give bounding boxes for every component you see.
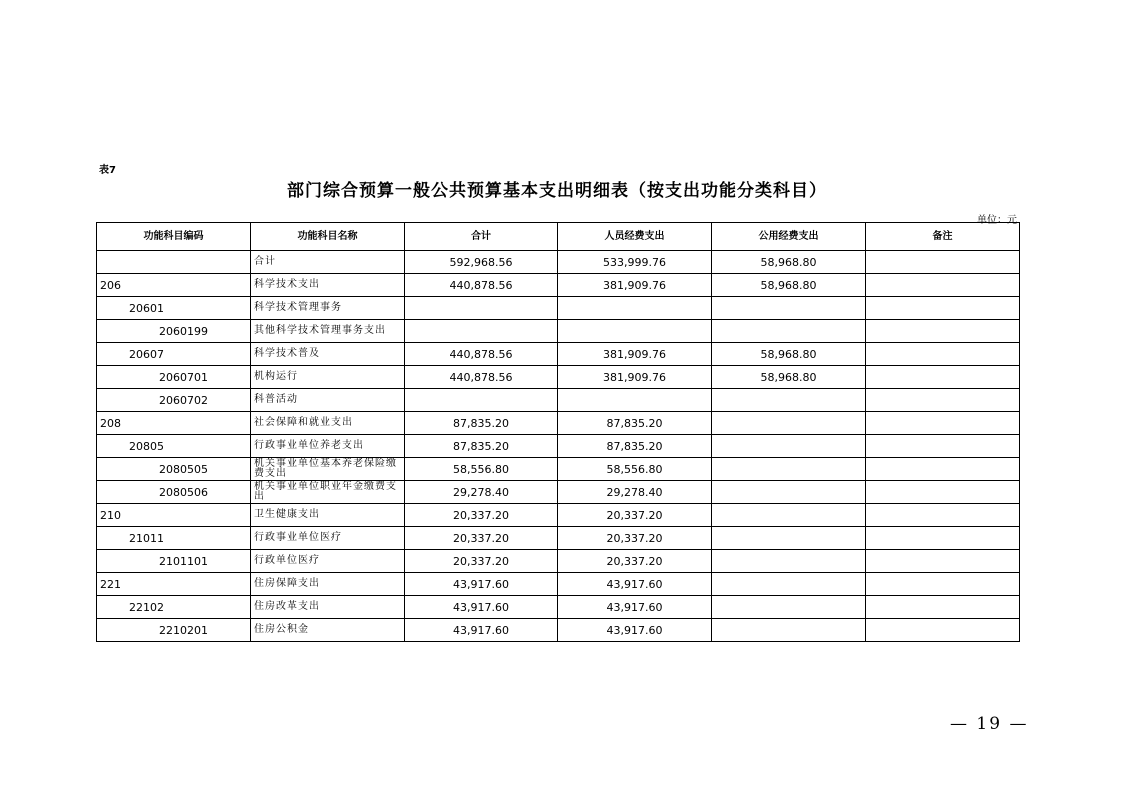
cell-public-expenditure: [712, 435, 866, 458]
cell-public-expenditure: [712, 458, 866, 481]
cell-function-code: 20601: [97, 297, 251, 320]
cell-total: 440,878.56: [405, 343, 558, 366]
table-row: [97, 366, 1020, 389]
cell-function-code: 21011: [97, 527, 251, 550]
cell-personnel-expenditure: [558, 320, 712, 343]
cell-personnel-expenditure: 381,909.76: [558, 366, 712, 389]
cell-public-expenditure: [712, 412, 866, 435]
cell-function-code: 20805: [97, 435, 251, 458]
table-row: [97, 274, 1020, 297]
header-public-expenditure: 公用经费支出: [712, 223, 866, 251]
cell-personnel-expenditure: 87,835.20: [558, 412, 712, 435]
cell-remarks: [866, 435, 1020, 458]
cell-total: 592,968.56: [405, 251, 558, 274]
cell-total: 43,917.60: [405, 596, 558, 619]
cell-personnel-expenditure: 20,337.20: [558, 504, 712, 527]
budget-detail-table: [96, 222, 1020, 642]
header-personnel-expenditure: 人员经费支出: [558, 223, 712, 251]
cell-function-name: 行政事业单位医疗: [251, 527, 405, 550]
cell-public-expenditure: [712, 596, 866, 619]
cell-public-expenditure: [712, 504, 866, 527]
cell-function-name: 科学技术支出: [251, 274, 405, 297]
table-row: [97, 389, 1020, 412]
cell-remarks: [866, 550, 1020, 573]
table-number-label: 表7: [99, 165, 116, 176]
cell-public-expenditure: [712, 619, 866, 642]
cell-function-code: 2101101: [97, 550, 251, 573]
cell-total: 87,835.20: [405, 412, 558, 435]
table-row: [97, 504, 1020, 527]
table-row: [97, 251, 1020, 274]
header-function-code: 功能科目编码: [97, 223, 251, 251]
cell-remarks: [866, 389, 1020, 412]
cell-remarks: [866, 619, 1020, 642]
cell-remarks: [866, 320, 1020, 343]
cell-remarks: [866, 274, 1020, 297]
cell-function-code: 210: [97, 504, 251, 527]
cell-remarks: [866, 412, 1020, 435]
cell-public-expenditure: [712, 573, 866, 596]
cell-function-code: 2080505: [97, 458, 251, 481]
cell-total: 43,917.60: [405, 619, 558, 642]
header-function-name: 功能科目名称: [251, 223, 405, 251]
page-title: 部门综合预算一般公共预算基本支出明细表（按支出功能分类科目）: [287, 181, 827, 201]
cell-public-expenditure: [712, 320, 866, 343]
header-total: 合计: [405, 223, 558, 251]
cell-function-name: 科学技术普及: [251, 343, 405, 366]
cell-public-expenditure: 58,968.80: [712, 366, 866, 389]
cell-total: 58,556.80: [405, 458, 558, 481]
cell-total: 87,835.20: [405, 435, 558, 458]
cell-remarks: [866, 573, 1020, 596]
cell-personnel-expenditure: 58,556.80: [558, 458, 712, 481]
cell-total: [405, 320, 558, 343]
cell-function-name: 科学技术管理事务: [251, 297, 405, 320]
cell-public-expenditure: 58,968.80: [712, 343, 866, 366]
cell-remarks: [866, 481, 1020, 504]
unit-label: 单位：元: [977, 215, 1017, 226]
table-header-row: [97, 223, 1020, 251]
cell-personnel-expenditure: 381,909.76: [558, 343, 712, 366]
cell-personnel-expenditure: 20,337.20: [558, 527, 712, 550]
cell-total: 440,878.56: [405, 274, 558, 297]
cell-function-code: 2060702: [97, 389, 251, 412]
table-row: [97, 619, 1020, 642]
table-row: [97, 458, 1020, 481]
cell-personnel-expenditure: 29,278.40: [558, 481, 712, 504]
cell-function-name: 社会保障和就业支出: [251, 412, 405, 435]
cell-public-expenditure: [712, 527, 866, 550]
cell-public-expenditure: [712, 550, 866, 573]
table-row: [97, 297, 1020, 320]
cell-function-code: [97, 251, 251, 274]
table-row: [97, 527, 1020, 550]
cell-personnel-expenditure: 43,917.60: [558, 619, 712, 642]
header-remarks: 备注: [866, 223, 1020, 251]
cell-function-name: 机关事业单位基本养老保险缴费支出: [251, 458, 405, 481]
table-row: [97, 481, 1020, 504]
cell-remarks: [866, 504, 1020, 527]
cell-function-name: 行政单位医疗: [251, 550, 405, 573]
cell-remarks: [866, 596, 1020, 619]
cell-function-name: 住房保障支出: [251, 573, 405, 596]
cell-function-code: 2060701: [97, 366, 251, 389]
cell-function-name: 住房改革支出: [251, 596, 405, 619]
cell-function-name: 行政事业单位养老支出: [251, 435, 405, 458]
cell-public-expenditure: [712, 389, 866, 412]
cell-personnel-expenditure: [558, 389, 712, 412]
cell-function-name: 卫生健康支出: [251, 504, 405, 527]
cell-personnel-expenditure: 43,917.60: [558, 573, 712, 596]
table-row: [97, 550, 1020, 573]
cell-function-name: 住房公积金: [251, 619, 405, 642]
table-row: [97, 343, 1020, 366]
cell-function-name: 机构运行: [251, 366, 405, 389]
cell-function-code: 206: [97, 274, 251, 297]
cell-function-name: 其他科学技术管理事务支出: [251, 320, 405, 343]
cell-total: 20,337.20: [405, 504, 558, 527]
cell-total: 43,917.60: [405, 573, 558, 596]
cell-function-code: 2210201: [97, 619, 251, 642]
cell-total: [405, 297, 558, 320]
table-body: [97, 251, 1020, 642]
cell-public-expenditure: [712, 297, 866, 320]
cell-total: 29,278.40: [405, 481, 558, 504]
cell-public-expenditure: 58,968.80: [712, 274, 866, 297]
cell-remarks: [866, 251, 1020, 274]
cell-function-name: 科普活动: [251, 389, 405, 412]
cell-personnel-expenditure: 381,909.76: [558, 274, 712, 297]
cell-personnel-expenditure: 87,835.20: [558, 435, 712, 458]
cell-function-code: 20607: [97, 343, 251, 366]
cell-function-code: 2060199: [97, 320, 251, 343]
cell-personnel-expenditure: 533,999.76: [558, 251, 712, 274]
cell-personnel-expenditure: 20,337.20: [558, 550, 712, 573]
cell-public-expenditure: 58,968.80: [712, 251, 866, 274]
table-row: [97, 596, 1020, 619]
cell-remarks: [866, 297, 1020, 320]
cell-total: 20,337.20: [405, 527, 558, 550]
table-row: [97, 573, 1020, 596]
cell-total: 440,878.56: [405, 366, 558, 389]
cell-function-name: 机关事业单位职业年金缴费支出: [251, 481, 405, 504]
cell-function-code: 22102: [97, 596, 251, 619]
cell-personnel-expenditure: [558, 297, 712, 320]
cell-function-code: 221: [97, 573, 251, 596]
cell-total: 20,337.20: [405, 550, 558, 573]
cell-public-expenditure: [712, 481, 866, 504]
cell-remarks: [866, 458, 1020, 481]
cell-remarks: [866, 527, 1020, 550]
cell-function-name: 合计: [251, 251, 405, 274]
cell-function-code: 208: [97, 412, 251, 435]
cell-remarks: [866, 366, 1020, 389]
cell-remarks: [866, 343, 1020, 366]
table-row: [97, 320, 1020, 343]
cell-function-code: 2080506: [97, 481, 251, 504]
table-row: [97, 412, 1020, 435]
table-row: [97, 435, 1020, 458]
cell-total: [405, 389, 558, 412]
page-number: — 19 —: [950, 714, 1029, 734]
cell-personnel-expenditure: 43,917.60: [558, 596, 712, 619]
